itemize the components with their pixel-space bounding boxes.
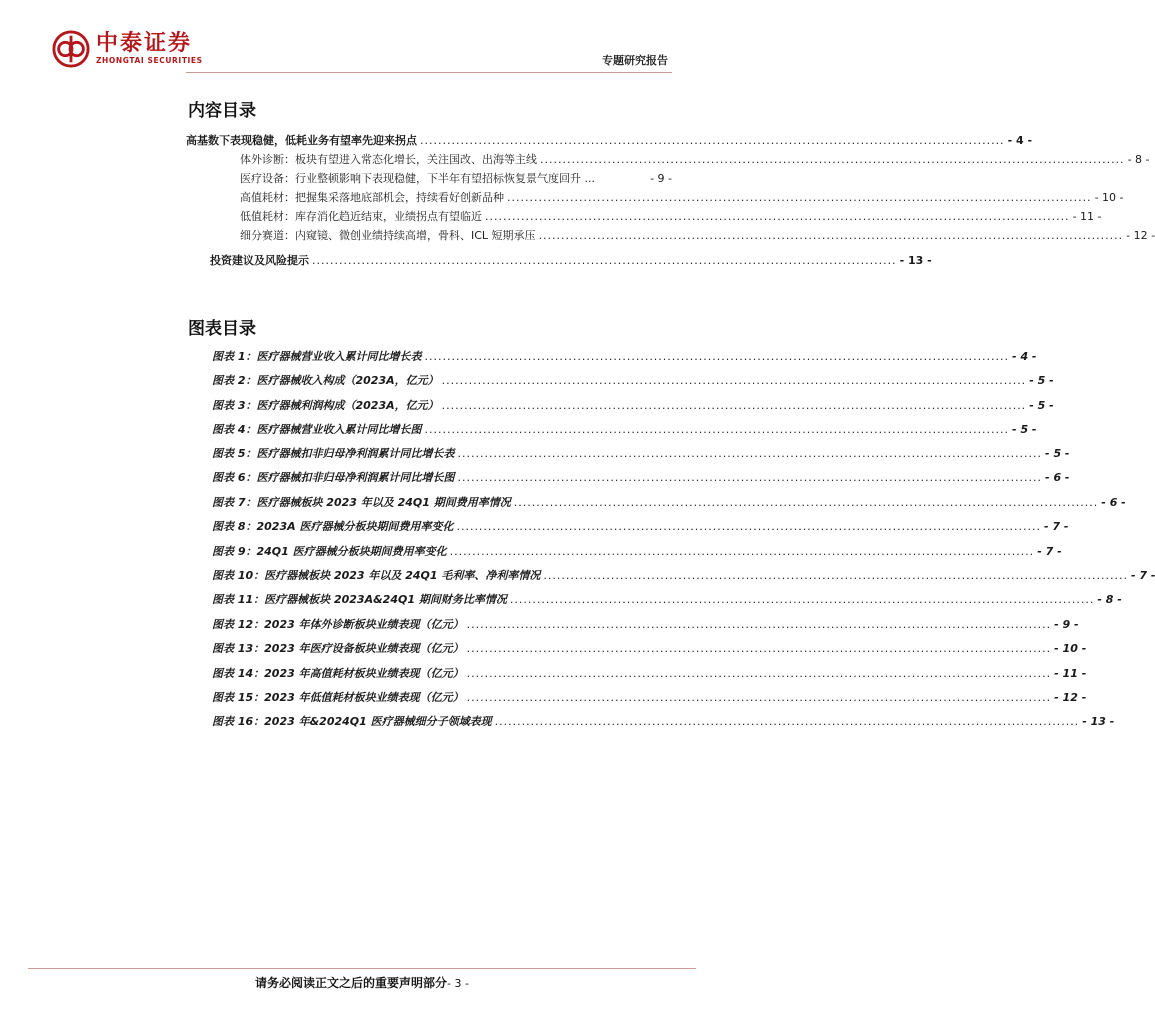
figure-entry-label: 图表 16：2023 年&2024Q1 医疗器械细分子领域表现 — [212, 715, 492, 728]
figure-entry-label: 图表 3：医疗器械利润构成（2023A，亿元） — [212, 399, 439, 412]
figure-entry[interactable] — [212, 423, 1037, 437]
figure-entry-label: 图表 4：医疗器械营业收入累计同比增长图 — [212, 423, 422, 436]
toc-leader-dots: .................................................................................................................................. — [543, 569, 1128, 582]
header-divider — [186, 72, 672, 73]
figure-entry-label: 图表 12：2023 年体外诊断板块业绩表现（亿元） — [212, 618, 464, 631]
toc-leader-dots: .................................................................................................................................. — [456, 520, 1042, 533]
figure-entry-page: - 10 - — [1054, 642, 1087, 655]
toc-leader-dots: .................................................................................................................................. — [538, 229, 1124, 242]
toc-leader-dots: .................................................................................................................................. — [312, 254, 897, 267]
contents-title: 内容目录 — [188, 101, 256, 121]
footer-page-number: - 3 - — [447, 977, 469, 990]
toc-entry-label: 医疗设备：行业整顿影响下表现稳健，下半年有望招标恢复景气度回升 ... — [240, 172, 595, 185]
figure-entry[interactable] — [212, 399, 1054, 413]
footer-notice: 请务必阅读正文之后的重要声明部分 — [255, 976, 448, 990]
figure-entry[interactable] — [212, 593, 1122, 607]
toc-entry-label: 高值耗材：把握集采落地底部机会，持续看好创新品种 — [240, 191, 504, 204]
figure-entry[interactable] — [212, 447, 1070, 461]
figure-entry-label: 图表 9：24Q1 医疗器械分板块期间费用率变化 — [212, 545, 447, 558]
logo-chinese-name: 中泰证券 — [96, 31, 193, 56]
figure-entry-page: - 11 - — [1054, 667, 1087, 680]
figure-entry-label: 图表 7：医疗器械板块 2023 年以及 24Q1 期间费用率情况 — [212, 496, 511, 509]
figure-entry-page: - 5 - — [1029, 399, 1054, 412]
figure-entry-label: 图表 6：医疗器械扣非归母净利润累计同比增长图 — [212, 471, 455, 484]
toc-entry-label: 投资建议及风险提示 — [210, 254, 309, 267]
toc-leader-dots: .................................................................................................................................. — [509, 593, 1095, 606]
report-type-label: 专题研究报告 — [602, 54, 668, 67]
figure-entry-label: 图表 8：2023A 医疗器械分板块期间费用率变化 — [212, 520, 454, 533]
toc-entry[interactable] — [240, 229, 1155, 243]
toc-entry-page: - 8 - — [1127, 153, 1150, 166]
toc-leader-dots: .................................................................................................................................. — [507, 191, 1092, 204]
figure-entry-page: - 5 - — [1029, 374, 1054, 387]
figure-entry-label: 图表 14：2023 年高值耗材板块业绩表现（亿元） — [212, 667, 464, 680]
figure-entry-page: - 6 - — [1101, 496, 1126, 509]
figure-entry-label: 图表 10：医疗器械板块 2023 年以及 24Q1 毛利率、净利率情况 — [212, 569, 541, 582]
figure-entry-label: 图表 15：2023 年低值耗材板块业绩表现（亿元） — [212, 691, 464, 704]
toc-entry-label: 体外诊断：板块有望进入常态化增长，关注国改、出海等主线 — [240, 153, 537, 166]
toc-leader-dots: .................................................................................................................................. — [466, 618, 1052, 631]
toc-entry[interactable] — [186, 134, 1033, 148]
figure-entry[interactable] — [212, 691, 1087, 705]
figure-entry[interactable] — [212, 569, 1155, 583]
toc-leader-dots: .................................................................................................................................. — [466, 667, 1052, 680]
figure-entry-page: - 5 - — [1012, 423, 1037, 436]
figure-entry-page: - 13 - — [1082, 715, 1115, 728]
toc-entry-page: - 10 - — [1094, 191, 1124, 204]
zhongtai-logo-icon — [52, 30, 90, 68]
toc-leader-dots: .................................................................................................................................. — [457, 447, 1043, 460]
figure-entry[interactable] — [212, 667, 1087, 681]
toc-entry-label: 低值耗材：库存消化趋近结束，业绩拐点有望临近 — [240, 210, 482, 223]
figure-entry-page: - 6 - — [1045, 471, 1070, 484]
toc-entry-page: - 13 - — [899, 254, 932, 267]
toc-leader-dots: .................................................................................................................................. — [485, 210, 1070, 223]
toc-leader-dots: .................................................................................................................................. — [457, 471, 1043, 484]
figure-entry-label: 图表 2：医疗器械收入构成（2023A，亿元） — [212, 374, 439, 387]
figure-entry-page: - 12 - — [1054, 691, 1087, 704]
figure-entry[interactable] — [212, 471, 1070, 485]
toc-entry-label: 细分赛道：内窥镜、微创业绩持续高增，骨科、ICL 短期承压 — [240, 229, 536, 242]
figure-entry[interactable] — [212, 520, 1069, 534]
toc-leader-dots: .................................................................................................................................. — [449, 545, 1035, 558]
figure-entry-label: 图表 13：2023 年医疗设备板块业绩表现（亿元） — [212, 642, 464, 655]
toc-entry[interactable] — [240, 172, 672, 186]
footer-divider — [28, 968, 696, 969]
figure-entry[interactable] — [212, 618, 1079, 632]
toc-leader-dots: .................................................................................................................................. — [494, 715, 1080, 728]
figures-title: 图表目录 — [188, 319, 256, 339]
toc-entry[interactable] — [240, 191, 1124, 205]
figure-entry-page: - 5 - — [1045, 447, 1070, 460]
toc-leader-dots: .................................................................................................................................. — [424, 423, 1010, 436]
footer — [0, 974, 724, 991]
toc-entry[interactable] — [240, 153, 1150, 167]
figure-entry-label: 图表 1：医疗器械营业收入累计同比增长表 — [212, 350, 422, 363]
figure-entry-page: - 8 - — [1097, 593, 1122, 606]
toc-entry[interactable] — [210, 254, 932, 268]
company-logo — [52, 30, 203, 68]
toc-entry-page: - 4 - — [1007, 134, 1033, 147]
figure-entry[interactable] — [212, 642, 1087, 656]
logo-english-name: ZHONGTAI SECURITIES — [96, 56, 203, 65]
figure-entry-page: - 7 - — [1044, 520, 1069, 533]
toc-entry-label: 高基数下表现稳健，低耗业务有望率先迎来拐点 — [186, 134, 417, 147]
figure-entry-page: - 9 - — [1054, 618, 1079, 631]
figure-entry-page: - 4 - — [1012, 350, 1037, 363]
toc-entry-page: - 11 - — [1072, 210, 1102, 223]
figure-entry[interactable] — [212, 496, 1126, 510]
toc-leader-dots: .................................................................................................................................. — [420, 134, 1005, 147]
toc-entry[interactable] — [240, 210, 1102, 224]
toc-leader-dots: .................................................................................................................................. — [441, 399, 1027, 412]
figure-entry[interactable] — [212, 374, 1054, 388]
figure-entry[interactable] — [212, 545, 1062, 559]
toc-leader-dots: .................................................................................................................................. — [513, 496, 1099, 509]
figure-entry-label: 图表 5：医疗器械扣非归母净利润累计同比增长表 — [212, 447, 455, 460]
figure-entry-label: 图表 11：医疗器械板块 2023A&24Q1 期间财务比率情况 — [212, 593, 507, 606]
toc-leader-dots: .................................................................................................................................. — [424, 350, 1010, 363]
toc-leader-dots: .................................................................................................................................. — [540, 153, 1125, 166]
figure-entry-page: - 7 - — [1037, 545, 1062, 558]
toc-entry-page: - 12 - — [1126, 229, 1155, 242]
toc-leader-dots: .................................................................................................................................. — [441, 374, 1027, 387]
figure-entry[interactable] — [212, 350, 1037, 364]
toc-entry-page: - 9 - — [650, 172, 672, 185]
toc-leader-dots: .................................................................................................................................. — [466, 691, 1052, 704]
figure-entry[interactable] — [212, 715, 1115, 729]
toc-leader-dots: .................................................................................................................................. — [466, 642, 1052, 655]
figure-entry-page: - 7 - — [1130, 569, 1155, 582]
